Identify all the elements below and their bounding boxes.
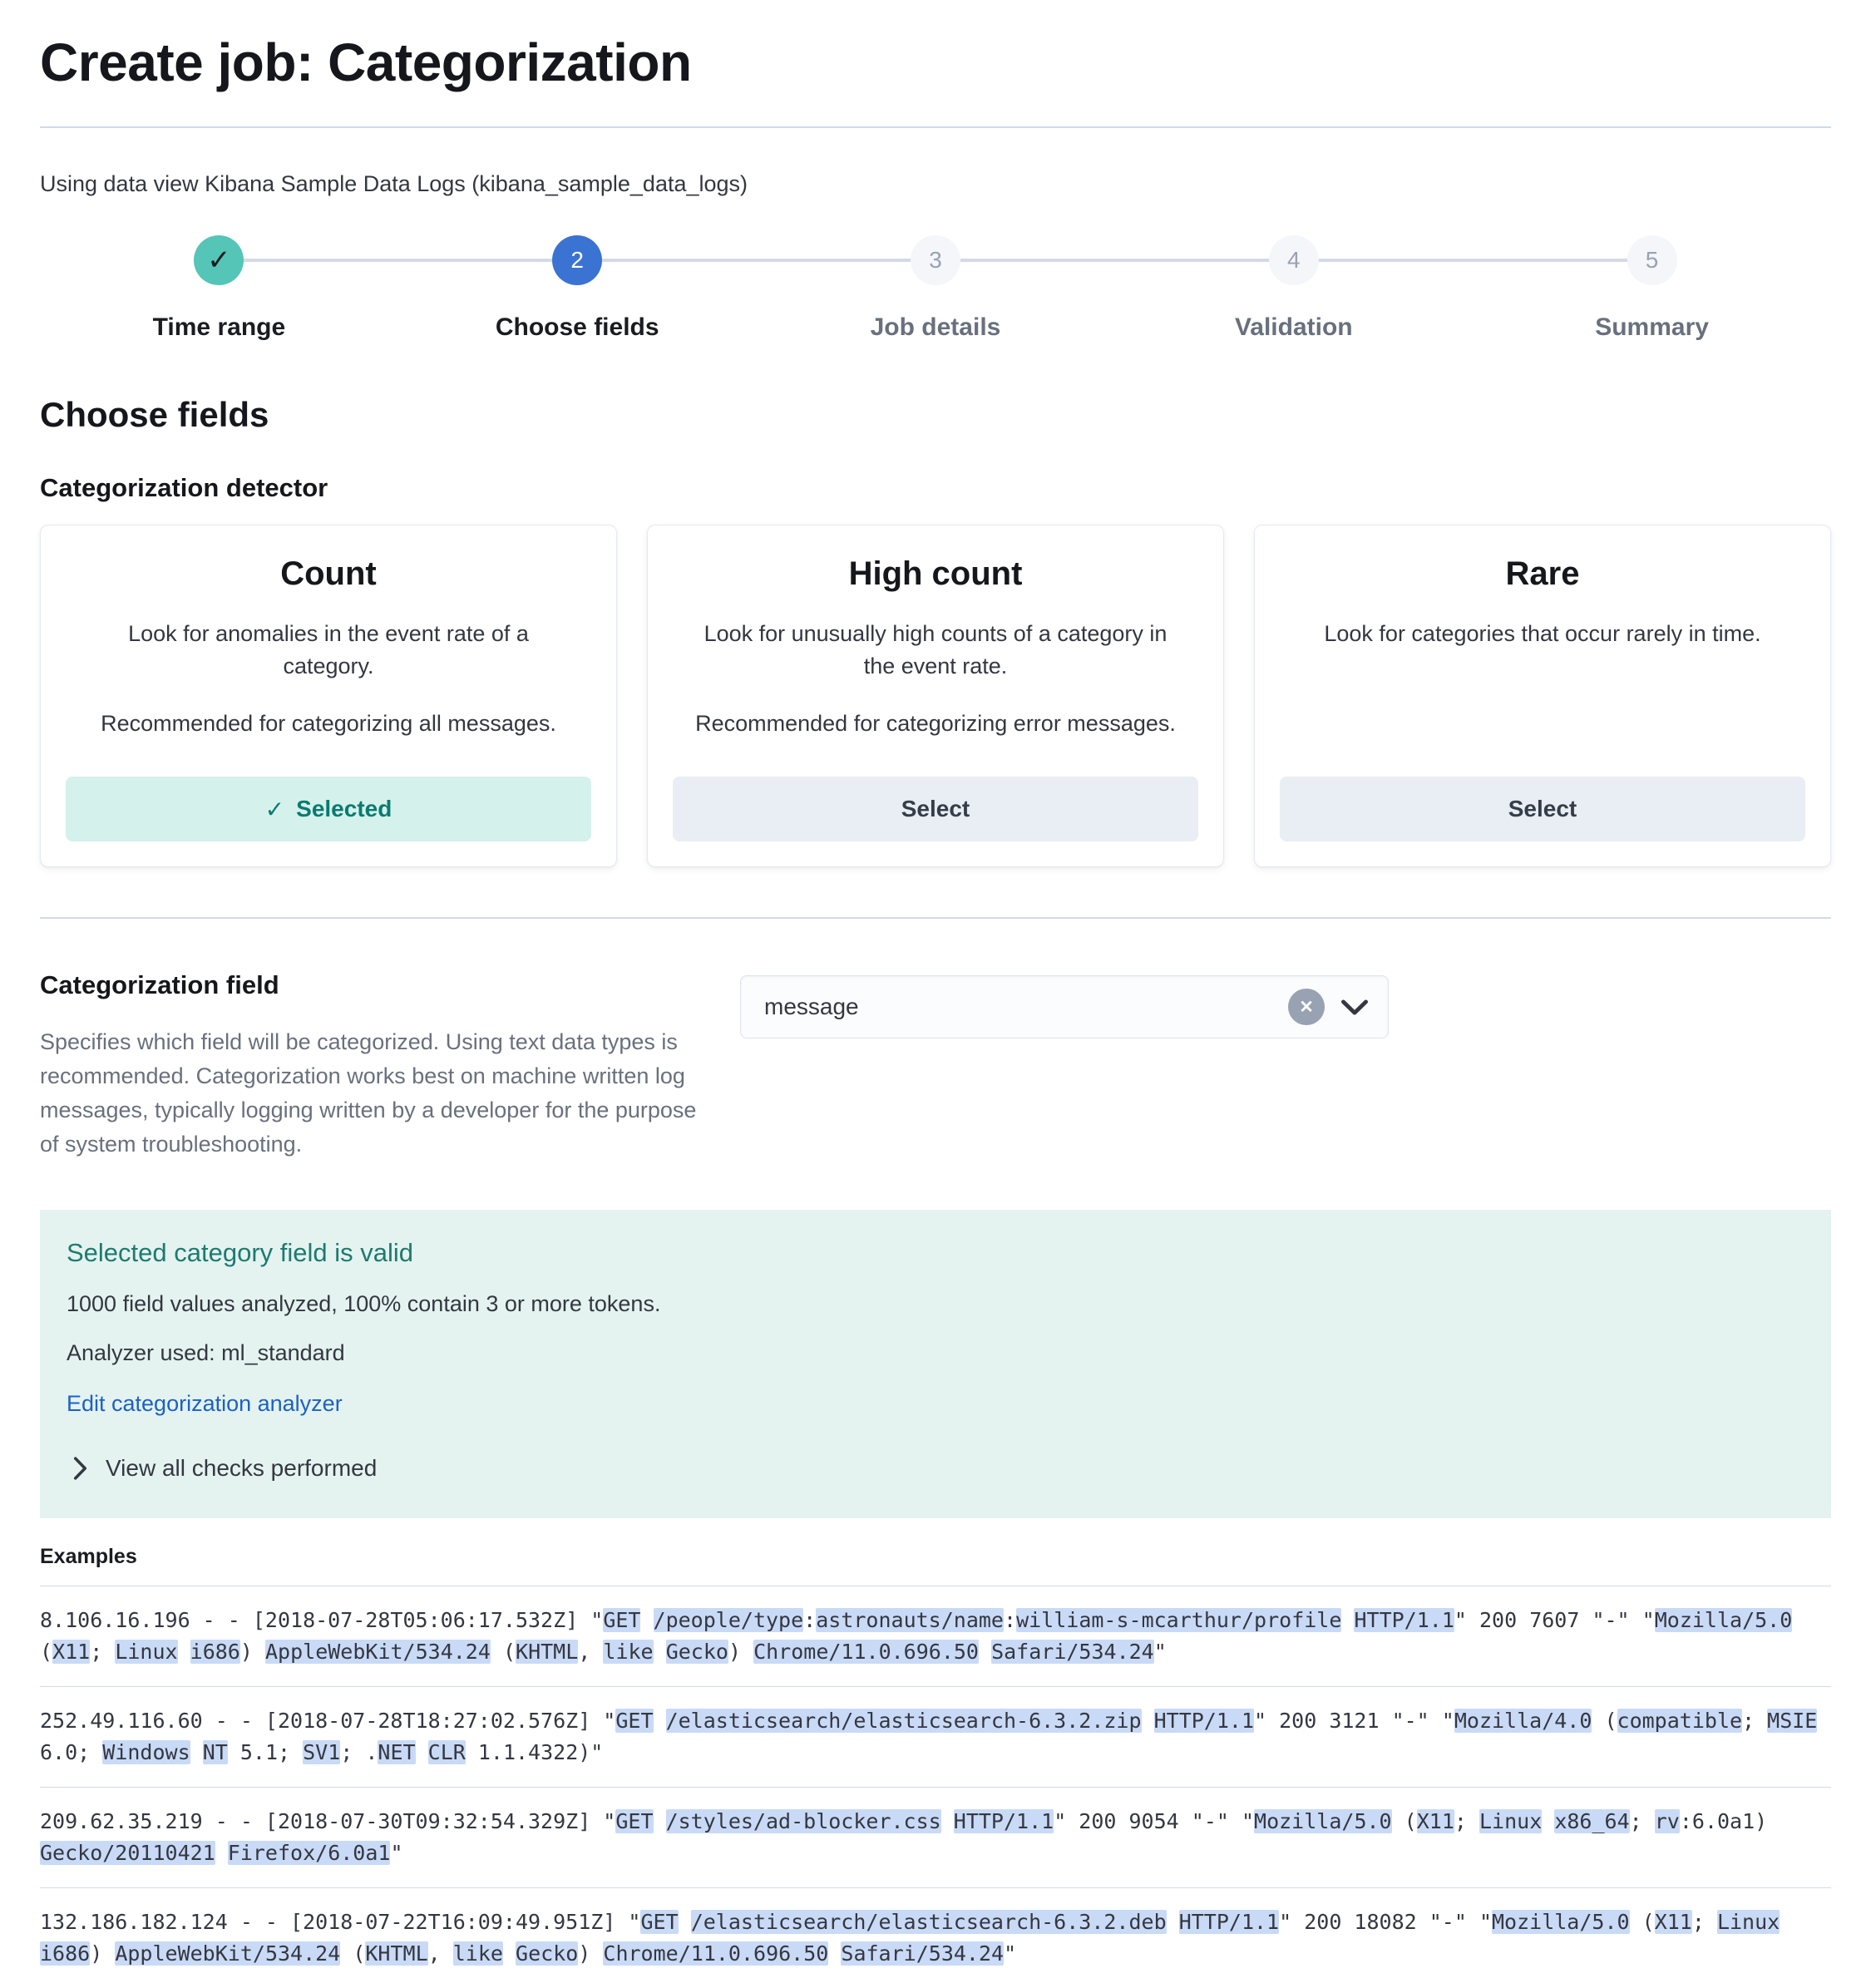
button-label: Select: [1508, 796, 1577, 821]
step-label: Time range: [152, 313, 286, 341]
field-valid-callout: [40, 1210, 1831, 1518]
clear-selection-icon[interactable]: ✕: [1288, 989, 1325, 1025]
example-log-row: 252.49.116.60 - - [2018-07-28T18:27:02.576Z] "GET /elasticsearch/elasticsearch-6.3.2.zip HTTP/1.1" 200 3121 "-" "Mozilla/4.0 (compatible; MSIE 6.0; Windows NT 5.1; SV1; .NET CLR 1.1.4322)": [40, 1686, 1831, 1787]
card-description: Recommended for categorizing all messages.: [101, 711, 556, 737]
step-complete-check-icon[interactable]: ✓: [194, 235, 244, 285]
step-number: 4: [1269, 235, 1319, 285]
chevron-down-icon[interactable]: [1341, 999, 1368, 1015]
categorization-field-heading: Categorization field: [40, 970, 279, 999]
card-title: High count: [848, 555, 1023, 592]
step-number: 5: [1627, 235, 1677, 285]
step-number[interactable]: 2: [552, 235, 602, 285]
card-description: Look for anomalies in the event rate of a category.: [128, 621, 529, 679]
card-description: Look for categories that occur rarely in time.: [1324, 621, 1761, 646]
view-all-checks-toggle[interactable]: [67, 1455, 1804, 1482]
step-summary: [1473, 235, 1831, 342]
step-validation: [1114, 235, 1473, 342]
view-all-checks-label: View all checks performed: [106, 1455, 378, 1482]
detector-card-high-count: [647, 525, 1224, 867]
chevron-right-icon: [73, 1457, 87, 1480]
step-label: Validation: [1234, 313, 1353, 341]
example-log-row: 209.62.35.219 - - [2018-07-30T09:32:54.329Z] "GET /styles/ad-blocker.css HTTP/1.1" 200 9054 "-" "Mozilla/5.0 (X11; Linux x86_64; rv:6.0a1) Gecko/20110421 Firefox/6.0a1": [40, 1787, 1831, 1887]
categorization-field-combobox[interactable]: [740, 975, 1389, 1038]
callout-analysis-summary: 1000 field values analyzed, 100% contain 3 or more tokens.: [67, 1291, 661, 1317]
callout-analyzer-used: Analyzer used: ml_standard: [67, 1340, 345, 1366]
detector-cards: [40, 525, 1831, 867]
card-description: Recommended for categorizing error messages.: [695, 711, 1176, 737]
step-label: Job details: [870, 313, 1001, 341]
header-divider: [40, 126, 1831, 128]
edit-categorization-analyzer-link[interactable]: Edit categorization analyzer: [67, 1391, 343, 1417]
step-label: Summary: [1595, 313, 1709, 341]
callout-title: Selected category field is valid: [67, 1238, 414, 1268]
example-log-row: 8.106.16.196 - - [2018-07-28T05:06:17.532Z] "GET /people/type:astronauts/name:william-s-mcarthur/profile HTTP/1.1" 200 7607 "-" "Mozilla/5.0 (X11; Linux i686) AppleWebKit/534.24 (KHTML, like Gecko) Chrome/11.0.696.50 Safari/534.24": [40, 1586, 1831, 1686]
categorization-field-description: Specifies which field will be categorized. Using text data types is recommended. Categorization works best on machine written log messages, typically logging written by a developer for the purpose of system troubleshooting.: [40, 1029, 697, 1157]
step-label: Choose fields: [495, 313, 659, 341]
check-icon: ✓: [264, 796, 285, 822]
detector-card-count: [40, 525, 617, 867]
step-choose-fields[interactable]: [398, 235, 757, 342]
detector-card-rare: [1254, 525, 1831, 867]
count-selected-button[interactable]: [66, 777, 591, 841]
step-job-details: [757, 235, 1115, 342]
categorization-field-section: [40, 970, 1831, 1162]
card-title: Rare: [1505, 555, 1580, 592]
step-time-range[interactable]: [40, 235, 398, 342]
card-title: Count: [280, 555, 377, 592]
page-content: [0, 32, 1871, 1988]
high-count-select-button[interactable]: [673, 777, 1198, 841]
section-divider: [40, 917, 1831, 919]
examples-section: [40, 1545, 1831, 1988]
examples-label: Examples: [40, 1545, 137, 1569]
choose-fields-heading: Choose fields: [40, 395, 269, 434]
wizard-stepper: [40, 235, 1831, 352]
example-log-row: 132.186.182.124 - - [2018-07-22T16:09:49.951Z] "GET /elasticsearch/elasticsearch-6.3.2.deb HTTP/1.1" 200 18082 "-" "Mozilla/5.0 (X11; Linux i686) AppleWebKit/534.24 (KHTML, like Gecko) Chrome/11.0.696.50 Safari/534.24": [40, 1887, 1831, 1988]
step-number: 3: [911, 235, 960, 285]
button-label: Select: [901, 796, 970, 821]
categorization-detector-heading: Categorization detector: [40, 473, 328, 502]
combobox-selected-value: message: [764, 994, 859, 1019]
page-title: Create job: Categorization: [40, 32, 692, 92]
card-description: Look for unusually high counts of a category in the event rate.: [703, 621, 1168, 679]
data-view-subtitle: Using data view Kibana Sample Data Logs (kibana_sample_data_logs): [40, 171, 748, 196]
button-label: Selected: [296, 796, 392, 821]
rare-select-button[interactable]: [1280, 777, 1805, 841]
